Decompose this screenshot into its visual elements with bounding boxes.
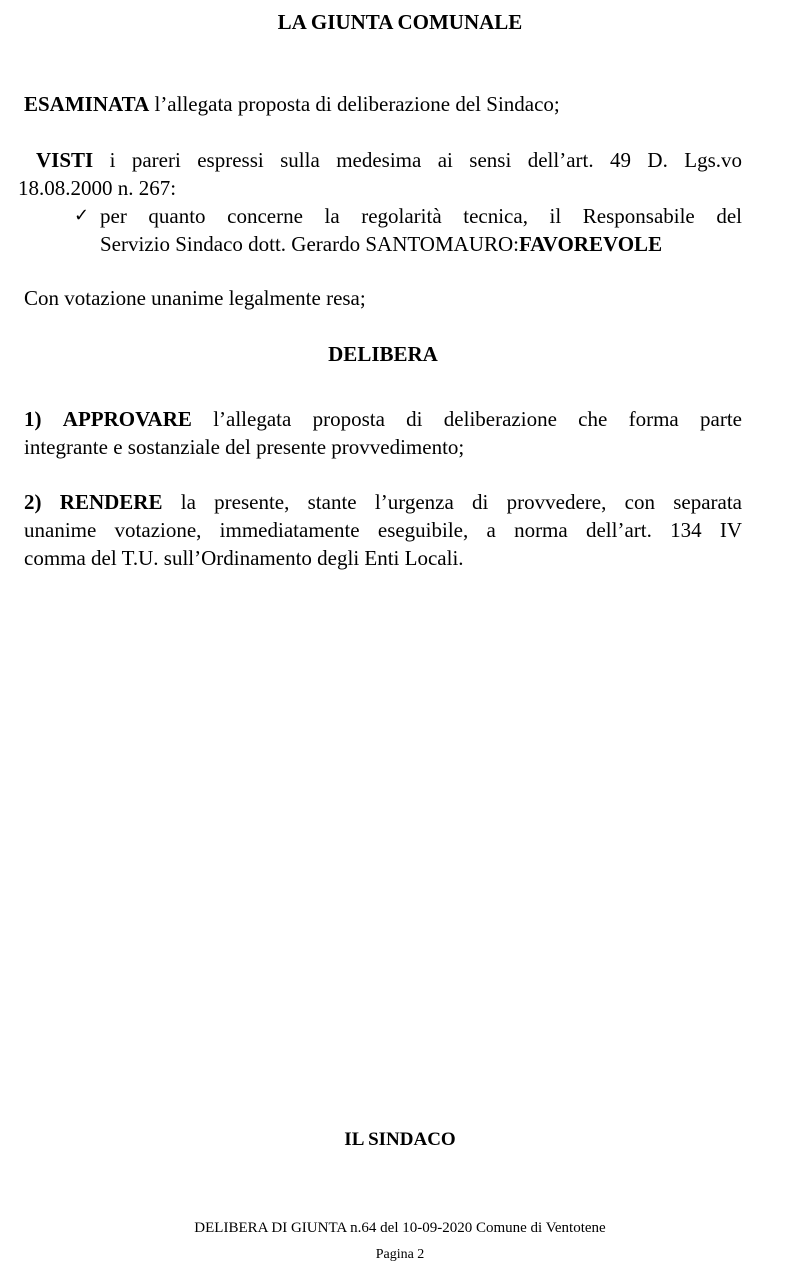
item-1-lead: APPROVARE [62, 407, 192, 431]
esaminata-lead: ESAMINATA [24, 92, 150, 116]
item-1-line-2: integrante e sostanziale del presente provvedimento; [24, 435, 465, 459]
item-2-lead: RENDERE [59, 490, 163, 514]
parere-line-1: per quanto concerne la regolarità tecnica, il Responsabile del [100, 204, 742, 228]
visti-text-line-2: 18.08.2000 n. 267: [18, 176, 177, 200]
item-2-text-1: la presente, stante l’urgenza di provvedere, con separata [162, 490, 742, 514]
parere-list-item [100, 202, 742, 258]
item-1-number: 1) [24, 407, 42, 431]
esaminata-text: l’allegata proposta di deliberazione del Sindaco; [149, 92, 560, 116]
visti-paragraph [18, 146, 742, 202]
votazione-paragraph: Con votazione unanime legalmente resa; [24, 286, 366, 310]
item-2-line-3: comma del T.U. sull’Ordinamento degli Enti Locali. [24, 546, 464, 570]
item-2-line-1 [24, 488, 742, 516]
item-1-text-1: l’allegata proposta di deliberazione che forma parte [191, 407, 742, 431]
item-2-line-2: unanime votazione, immediatamente eseguibile, a norma dell’art. 134 IV [24, 518, 742, 542]
footer-reference: DELIBERA DI GIUNTA n.64 del 10-09-2020 Comune di Ventotene [194, 1220, 606, 1236]
document-title: LA GIUNTA COMUNALE [277, 10, 523, 34]
visti-lead: VISTI [36, 148, 94, 172]
checkmark-icon: ✓ [74, 205, 90, 226]
delibera-item-1 [24, 405, 742, 461]
delibera-heading: DELIBERA [328, 342, 438, 366]
esaminata-paragraph [24, 90, 774, 118]
parere-line-2-wrap [100, 230, 742, 258]
visti-line-1 [36, 146, 742, 174]
delibera-item-2 [24, 488, 742, 572]
page-number: Pagina 2 [375, 1247, 425, 1262]
parere-result: FAVOREVOLE [519, 232, 663, 256]
item-1-line-1 [24, 405, 742, 433]
signature-label: IL SINDACO [344, 1129, 456, 1150]
item-2-number: 2) [24, 490, 42, 514]
parere-line-2: Servizio Sindaco dott. Gerardo SANTOMAURO: [100, 232, 519, 256]
visti-text-line-1: i pareri espressi sulla medesima ai sensi dell’art. 49 D. Lgs.vo [93, 148, 742, 172]
